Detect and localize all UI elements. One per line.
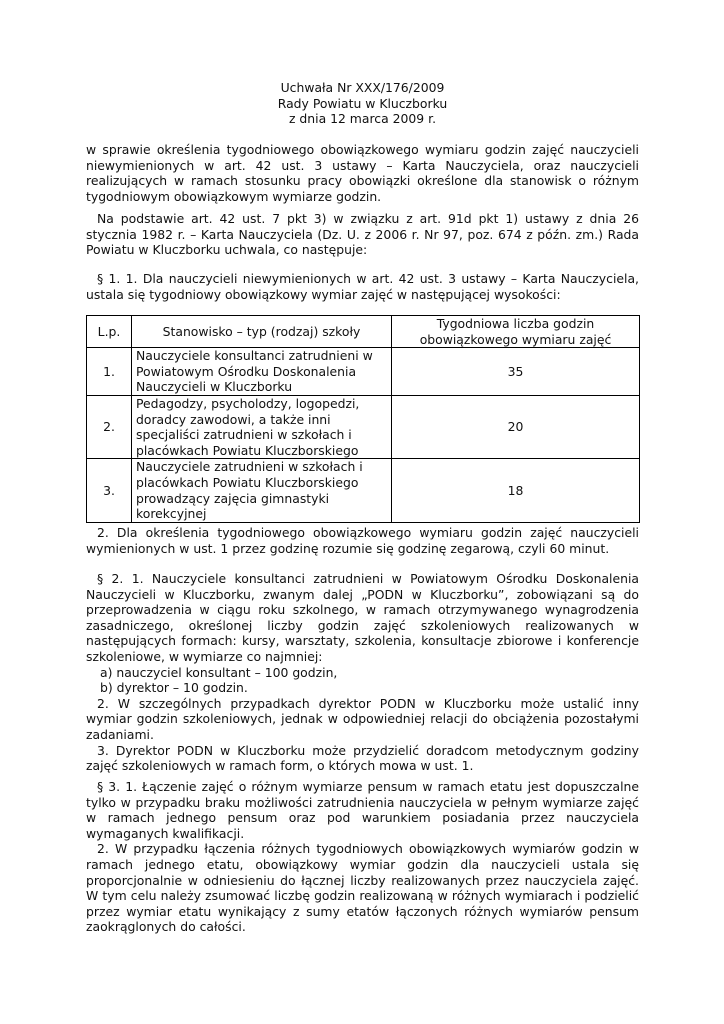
hours-table (86, 315, 640, 523)
row-position: Nauczyciele konsultanci zatrudnieni w Powiatowym Ośrodku Doskonalenia Nauczycieli w Kluczborku (132, 348, 392, 396)
paragraph-3 (86, 779, 639, 935)
row-lp: 3. (87, 459, 132, 522)
paragraph-3-1-text: § 3. 1. Łączenie zajęć o różnym wymiarze pensum w ramach etatu jest dopuszczalne tylko w przypadku braku możliwości zatrudnienia nauczyciela w pełnym wymiarze zajęć w ramach jednego pensum oraz pod warunkiem posiadania przez nauczyciela wymaganych kwalifikacji. (86, 779, 639, 841)
resolution-subject (86, 142, 639, 204)
row-lp: 1. (87, 348, 132, 396)
subject-text: w sprawie określenia tygodniowego obowiązkowego wymiaru godzin zajęć nauczycieli niewymienionych w art. 42 ust. 3 ustawy – Karta Nauczyciela, oraz nauczycieli realizujących w ramach stosunku pracy obowiązki określone dla stanowisk o różnym tygodniowym obowiązkowym wymiarze godzin. (86, 142, 639, 204)
row-position: Nauczyciele zatrudnieni w szkołach i placówkach Powiatu Kluczborskiego prowadzący zajęcia gimnastyki korekcyjnej (132, 459, 392, 522)
table-row (87, 459, 640, 522)
legal-basis (86, 211, 639, 258)
legal-basis-text: Na podstawie art. 42 ust. 7 pkt 3) w związku z art. 91d pkt 1) ustawy z dnia 26 stycznia 1982 r. – Karta Nauczyciela (Dz. U. z 2006 r. Nr 97, poz. 674 z późn. zm.) Rada Powiatu w Kluczborku uchwala, co następuje: (86, 211, 639, 258)
row-hours: 20 (392, 395, 640, 458)
resolution-date: z dnia 12 marca 2009 r. (288, 111, 437, 127)
paragraph-2-3-text: 3. Dyrektor PODN w Kluczborku może przydzielić doradcom metodycznym godziny zajęć szkoleniowych w ramach form, o których mowa w ust. 1. (86, 742, 639, 774)
paragraph-1-1 (86, 271, 639, 302)
table-row (87, 348, 640, 396)
table-row (87, 395, 640, 458)
list-item-a: a) nauczyciel konsultant – 100 godzin, (100, 664, 338, 680)
resolution-council: Rady Powiatu w Kluczborku (277, 95, 448, 111)
paragraph-2-1-text: § 2. 1. Nauczyciele konsultanci zatrudnieni w Powiatowym Ośrodku Doskonalenia Nauczycieli w Kluczborku, zwanym dalej „PODN w Kluczborku”, zobowiązani są do przeprowadzenia w ciągu roku szkolnego, w ramach otrzymywanego wynagrodzenia zasadniczego, określonej liczby godzin zajęć szkoleniowych realizowanych w następujących formach: kursy, warsztaty, szkolenia, konsultacje zbiorowe i konferencje szkoleniowe, w wymiarze co najmniej: (86, 571, 639, 664)
paragraph-3-2-text: 2. W przypadku łączenia różnych tygodniowych obowiązkowych wymiarów godzin w ramach jednego etatu, obowiązkowy wymiar godzin dla nauczycieli ustala się proporcjonalnie w odniesieniu do łącznej liczby realizowanych przez nauczyciela zajęć. W tym celu należy zsumować liczbę godzin realizowaną w różnych wymiarach i podzielić przez wymiar etatu wynikający z sumy etatów łączonych różnych wymiarów pensum zaokrąglonych do całości. (86, 841, 639, 935)
row-hours: 18 (392, 459, 640, 522)
row-hours: 35 (392, 348, 640, 396)
paragraph-1-1-text: § 1. 1. Dla nauczycieli niewymienionych w art. 42 ust. 3 ustawy – Karta Nauczyciela, ustala się tygodniowy obowiązkowy wymiar zajęć w następującej wysokości: (86, 271, 639, 302)
paragraph-1-2-text: 2. Dla określenia tygodniowego obowiązkowego wymiaru godzin zajęć nauczycieli wymienionych w ust. 1 przez godzinę rozumie się godzinę zegarową, czyli 60 minut. (86, 525, 639, 556)
resolution-header (86, 80, 639, 127)
paragraph-1-2 (86, 525, 639, 556)
column-header-lp: L.p. (87, 316, 132, 348)
table-header-row (87, 316, 640, 348)
list-item-b: b) dyrektor – 10 godzin. (100, 680, 248, 696)
column-header-hours: Tygodniowa liczba godzin obowiązkowego wymiaru zajęć (392, 316, 640, 348)
row-lp: 2. (87, 395, 132, 458)
column-header-position: Stanowisko – typ (rodzaj) szkoły (132, 316, 392, 348)
paragraph-2 (86, 571, 639, 774)
row-position: Pedagodzy, psycholodzy, logopedzi, doradcy zawodowi, a także inni specjaliści zatrudnieni w szkołach i placówkach Powiatu Kluczborskiego (132, 395, 392, 458)
paragraph-2-2-text: 2. W szczególnych przypadkach dyrektor PODN w Kluczborku może ustalić inny wymiar godzin szkoleniowych, jednak w odpowiedniej relacji do obciążenia pozostałymi zadaniami. (86, 695, 639, 742)
resolution-number: Uchwała Nr XXX/176/2009 (280, 80, 445, 95)
